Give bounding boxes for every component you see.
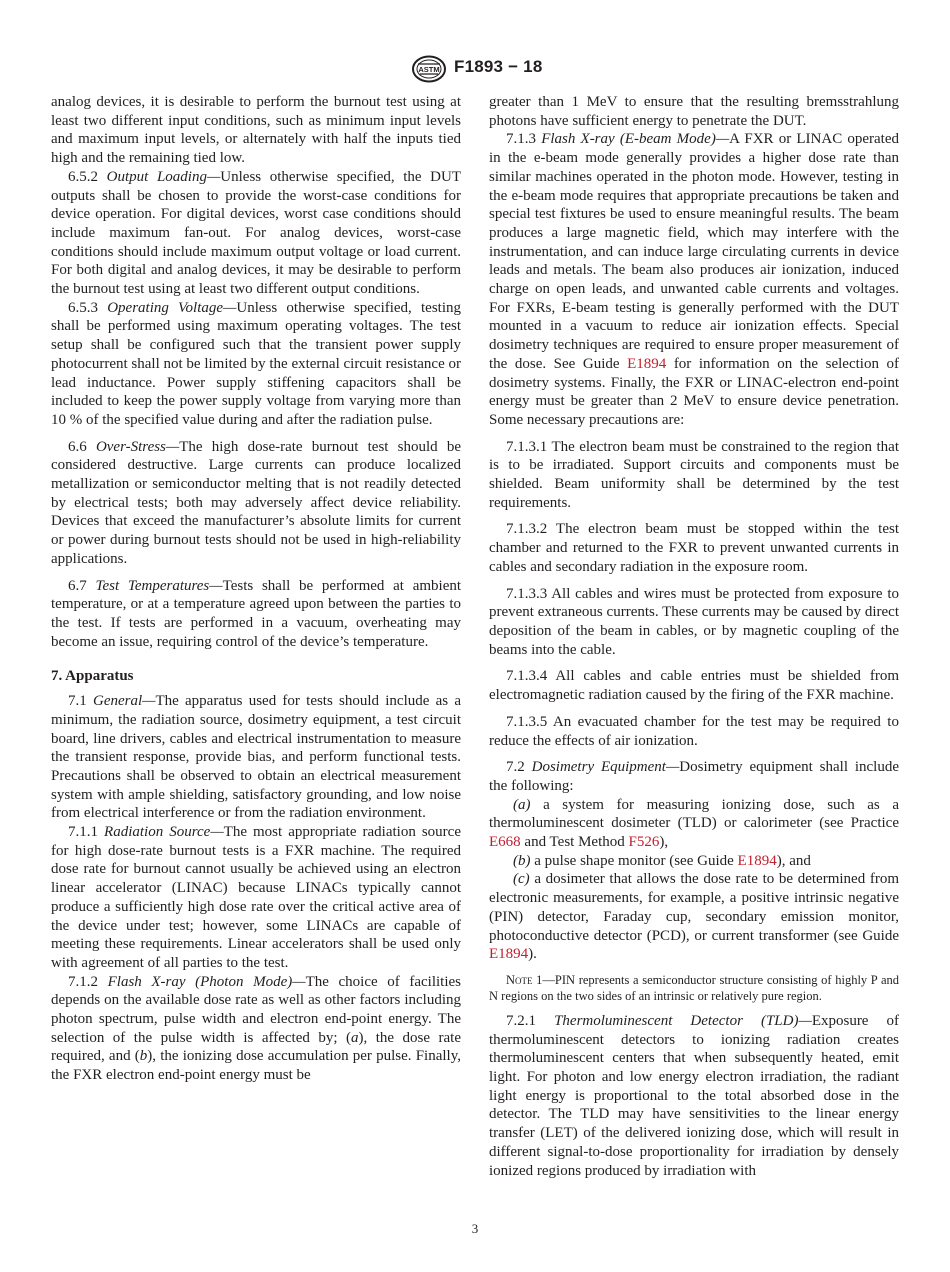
document-id: F1893 − 18: [454, 57, 543, 76]
section-7-1-2: 7.1.2 Flash X-ray (Photon Mode)—The choice of facilities depends on the available dose rate as well as other factors including photon spectrum, pulse width and electron end-point energy. The selection of the pulse width is affected by; (a), the dose rate required, and (b), the ionizing dose accumulation per pulse. Finally, the FXR electron end-point energy must be: [51, 973, 462, 1084]
page-number: 3: [471, 1221, 479, 1236]
guide-e1894-link[interactable]: E1894: [489, 946, 529, 963]
section-7-heading: 7. Apparatus: [51, 668, 134, 685]
section-6-6: 6.6 Over-Stress—The high dose-rate burnout test should be considered destructive. Large currents can produce localized metallization or semiconductor melting that is not readily detected by electrical tests; both may adversely affect device reliability. Devices that exceed the manufacturer’s absolute limits for current or power during burnout tests should not be used in high-reliability applications.: [51, 438, 461, 567]
test-method-f526-link[interactable]: F526: [628, 834, 660, 851]
note-1: Note 1—PIN represents a semiconductor structure consisting of highly P and N regions on the two sides of an intrinsic or relatively pure region.: [489, 972, 899, 1003]
guide-e1894-link[interactable]: E1894: [627, 355, 667, 372]
section-6-5-2: 6.5.2 Output Loading—Unless otherwise specified, the DUT outputs shall be chosen to provide the worst-case conditions for device operation. For digital devices, worst case conditions should include maximum fan-out. For analog devices, worst-case conditions should include maximum output voltage or load current. For both digital and analog devices, it may be desirable to perform the burnout test using at least two different output conditions.: [51, 168, 462, 298]
section-7-1-3-3: 7.1.3.3 All cables and wires must be protected from exposure to prevent extraneous currents. These currents may be caused by direct deposition of the beam in cables, or by magnetic coupling of the beams into the cable.: [489, 585, 899, 658]
paragraph-continued: analog devices, it is desirable to perform the burnout test using at least two different input conditions, such as minimum input levels and maximum input levels, or alternately with half the inputs tied high and the remaining tied low.: [51, 94, 461, 167]
guide-e1894-link[interactable]: E1894: [737, 852, 777, 869]
section-7-1-3: 7.1.3 Flash X-ray (E-beam Mode)—A FXR or LINAC operated in the e-beam mode generally provides a higher dose rate than similar machines operated in the photon mode. However, testing in the e-beam mode requires that appropriate precautions be taken and special test fixtures be used to ensure meaningful results. The beam produces a large magnetic field, which may interfere with the instrumentation, and can induce large circulating currents in device leads and metals. The beam also produces air ionization, induced charge on open leads, and unwanted cable currents and voltages. For FXRs, E-beam testing is generally performed with the DUT mounted in a vacuum to reduce air ionization effects. Special dosimetry techniques are required to ensure proper measurement of the dose. See Guide E1894 for information on the selection of dosimetry systems. Finally, the FXR or LINAC-electron end-point energy must be greater than 2 MeV to ensure device penetration. Some necessary precautions are:: [489, 131, 900, 428]
section-7-1: 7.1 General—The apparatus used for tests should include as a minimum, the radiation source, dosimetry equipment, a test circuit board, line drivers, cables and electrical instrumentation to measure the transient response, provide bias, and perform functional tests. Precautions shall be observed to obtain an electrical measurement system with ample shielding, satisfactory grounding, and low noise from electrical interference or from the radiation environment.: [51, 693, 462, 822]
section-7-1-3-5: 7.1.3.5 An evacuated chamber for the test may be required to reduce the effects of air ionization.: [489, 713, 899, 749]
list-item-a: (a) a system for measuring ionizing dose, such as a thermoluminescent dosimeter (TLD) or calorimeter (see Practice E668 and Test Method F526),: [489, 796, 899, 851]
right-column: [489, 93, 899, 1180]
left-column: [51, 93, 461, 1085]
section-7-2-1: 7.2.1 Thermoluminescent Detector (TLD)—Exposure of thermoluminescent detectors to ionizing radiation creates thermoluminescent centers that when subsequently heated, emit light. For photon and low energy electron irradiation, the radiant light energy is proportional to the total absorbed dose in the detector. The TLD may have sensitivities to the linear energy transfer (LET) of the delivered ionizing dose, which will result in different signal-to-dose proportionality for irradiation by densely ionized regions produced by irradiation with: [489, 1012, 900, 1179]
section-7-1-3-1: 7.1.3.1 The electron beam must be constrained to the region that is to be irradiated. Support circuits and components must be shielded. Beam uniformity shall be determined by the test requirements.: [489, 438, 899, 511]
astm-logo-icon: [411, 55, 447, 83]
section-7-1-3-4: 7.1.3.4 All cables and cable entries must be shielded from electromagnetic radiation caused by the firing of the FXR machine.: [489, 668, 899, 704]
list-item-b: (b) a pulse shape monitor (see Guide E1894), and: [513, 852, 811, 869]
section-7-1-1: 7.1.1 Radiation Source—The most appropriate radiation source for high dose-rate burnout tests is a FXR machine. The required dose rate for burnout cannot usually be achieved using an electron linear accelerator (LINAC) because LINACs typically cannot produce a sufficiently high dose rate over the critical active area of the device under test; however, some LINACs are capable of meeting these requirements. Linear accelerators shall be used only with agreement of all parties to the test.: [51, 824, 461, 971]
svg-text:ASTM: ASTM: [418, 65, 440, 74]
section-6-5-3: 6.5.3 Operating Voltage—Unless otherwise specified, testing shall be performed using maximum operating voltages. The test setup shall be configured such that the transient power supply photocurrent shall not be limited by the external circuit resistance or lead inductance. Power supply stiffening capacitors shall be included to keep the power supply voltage from varying more than 10 % of the specified value during and after the radiation pulse.: [51, 299, 461, 428]
section-7-2: 7.2 Dosimetry Equipment—Dosimetry equipment shall include the following:: [489, 759, 899, 794]
section-6-7: 6.7 Test Temperatures—Tests shall be performed at ambient temperature, or at a temperature agreed upon between the parties to the test. If tests are performed in a vacuum, overheating may become an issue, requiring control of the device’s temperature.: [51, 577, 462, 650]
paragraph-continued: greater than 1 MeV to ensure that the resulting bremsstrahlung photons have sufficient energy to penetrate the DUT.: [489, 94, 899, 129]
list-item-c: (c) a dosimeter that allows the dose rate to be determined from electronic measurements, for example, a positive intrinsic negative (PIN) detector, Faraday cup, secondary emission monitor, photoconductive detector (PCD), or current transformer (see Guide E1894).: [489, 871, 900, 963]
section-7-1-3-2: 7.1.3.2 The electron beam must be stopped within the test chamber and returned to the FXR to prevent unwanted currents in cables and secondary radiation in the exposure room.: [489, 521, 899, 575]
page-header: [0, 55, 950, 85]
practice-e668-link[interactable]: E668: [489, 834, 521, 851]
